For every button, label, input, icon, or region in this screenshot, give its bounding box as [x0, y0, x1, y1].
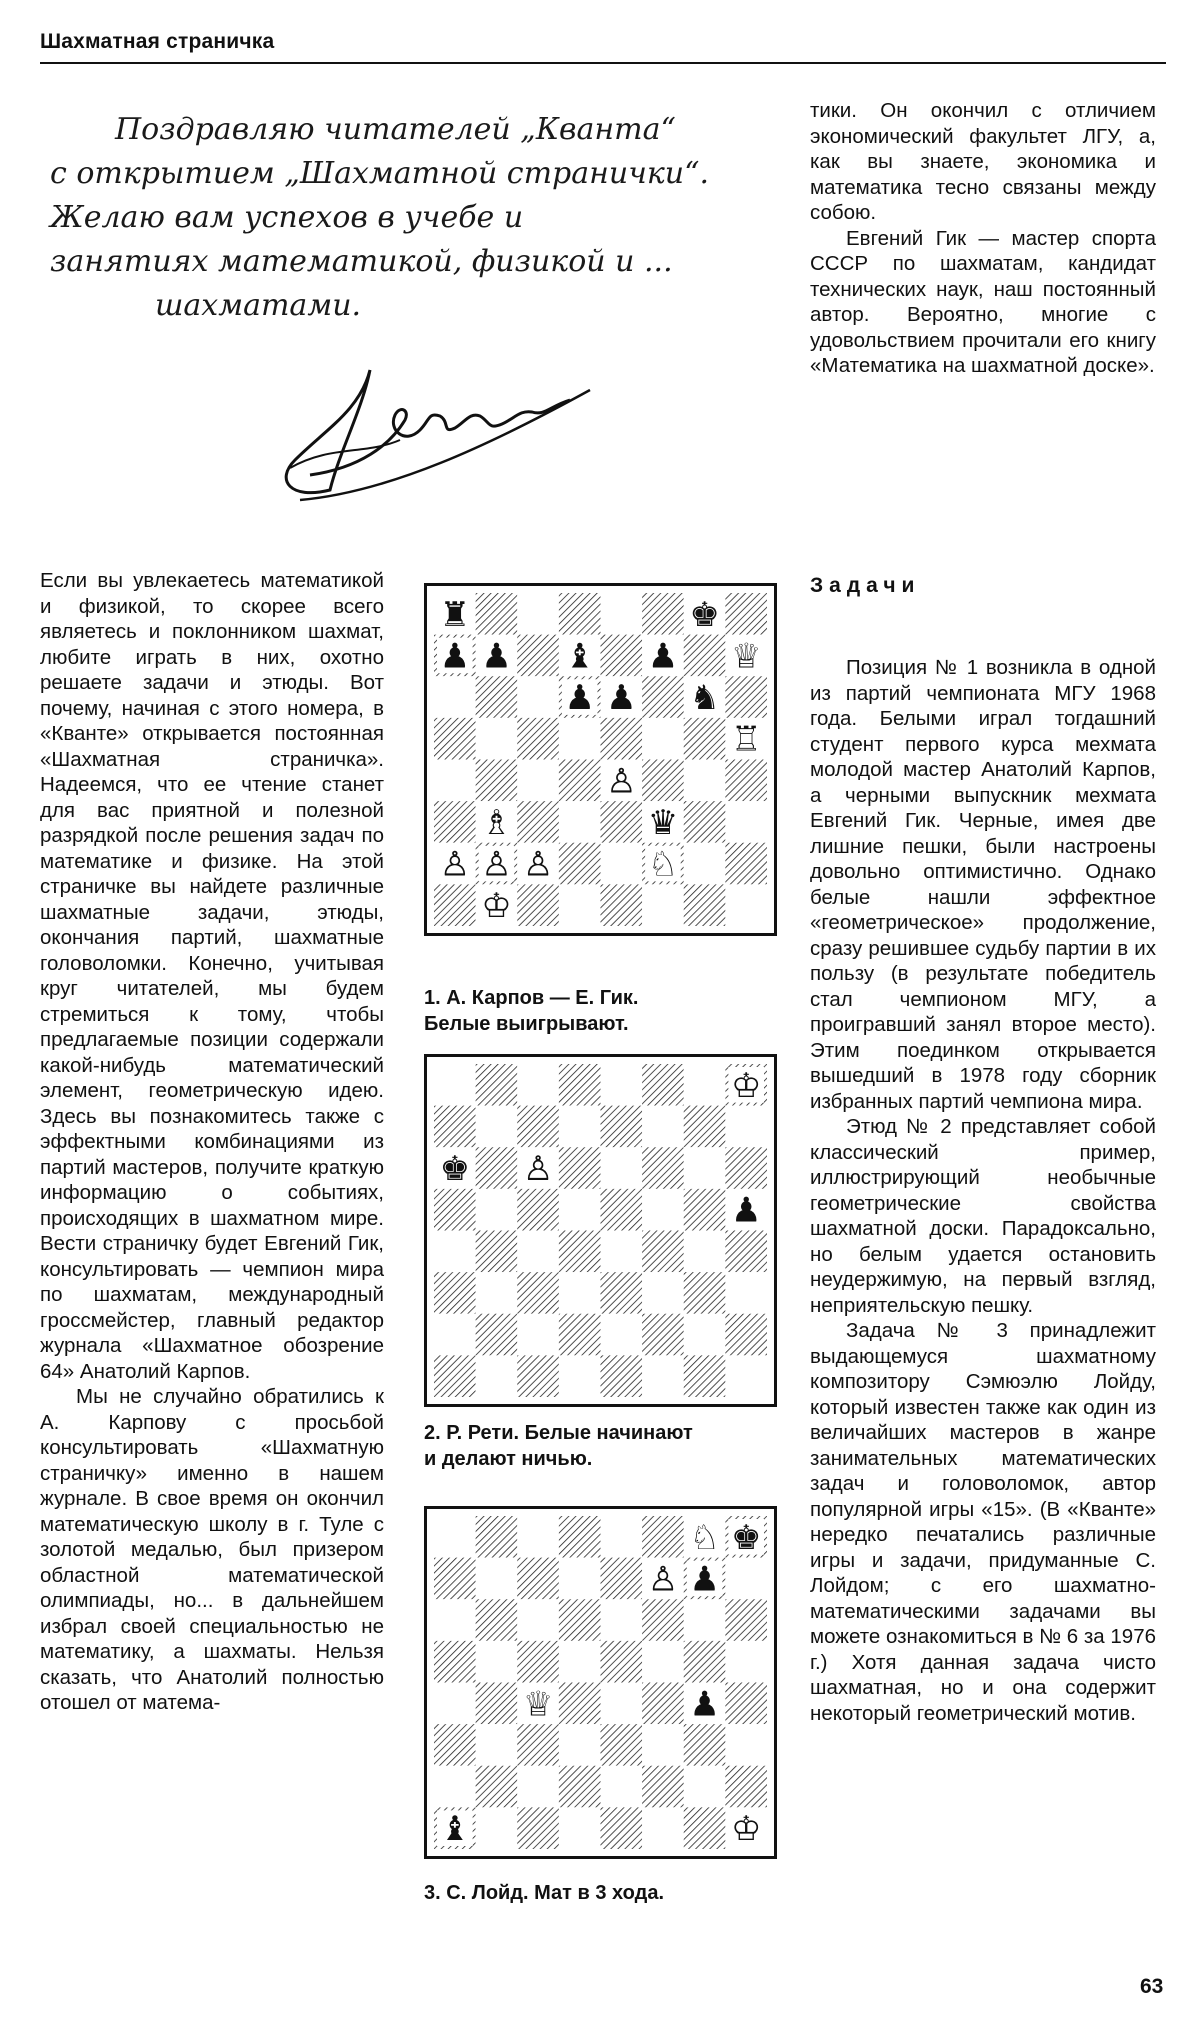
chess-piece-g8: ♚: [689, 594, 720, 635]
light-square: [642, 1106, 684, 1148]
light-square: [601, 1231, 643, 1273]
light-square: [476, 1272, 518, 1314]
dark-square: [434, 1189, 476, 1231]
dark-square: [517, 884, 559, 926]
light-square: [684, 760, 726, 802]
dark-square: [725, 593, 767, 635]
light-square: [642, 1724, 684, 1766]
light-square: [434, 1064, 476, 1106]
light-square: [517, 676, 559, 718]
light-square: [725, 801, 767, 843]
chess-piece-a2: ♙: [439, 844, 471, 885]
chess-piece-g6: ♞: [689, 678, 720, 719]
light-square: [601, 1683, 643, 1725]
light-square: [517, 1599, 559, 1641]
light-square: [434, 760, 476, 802]
light-square: [642, 718, 684, 760]
light-square: [434, 1516, 476, 1558]
caption-line: 2. Р. Рети. Белые начинают: [424, 1422, 693, 1444]
light-square: [517, 1314, 559, 1356]
dark-square: [642, 1147, 684, 1189]
dark-square: [517, 1189, 559, 1231]
dark-square: [684, 1106, 726, 1148]
dark-square: [559, 843, 601, 885]
chess-piece-h8: ♔: [730, 1065, 762, 1106]
dark-square: [476, 1147, 518, 1189]
dark-square: [684, 1189, 726, 1231]
paragraph: Евгений Гик — мастер спорта СССР по шахматам, кандидат технических наук, наш постоянный автор. Вероятно, многие с удовольствием прочитали его книгу «Математика на шахматной доске».: [810, 226, 1156, 377]
light-square: [725, 1641, 767, 1683]
light-square: [517, 1516, 559, 1558]
light-square: [559, 1106, 601, 1148]
dark-square: [476, 1516, 518, 1558]
light-square: [642, 1272, 684, 1314]
light-square: [434, 1231, 476, 1273]
light-square: [559, 801, 601, 843]
light-square: [684, 1599, 726, 1641]
paragraph: тики. Он окончил с отличием экономический факультет ЛГУ, а, как вы знаете, экономика и математика тесно связаны между собою.: [810, 99, 1156, 224]
dark-square: [434, 1641, 476, 1683]
chess-piece-b2: ♙: [481, 844, 512, 885]
chess-piece-a8: ♜: [439, 594, 471, 635]
chess-piece-b7: ♟: [481, 636, 512, 677]
dark-square: [517, 1355, 559, 1397]
dark-square: [642, 676, 684, 718]
section-title: Шахматная страничка: [40, 30, 275, 53]
dark-square: [725, 1683, 767, 1725]
dark-square: [434, 1272, 476, 1314]
greeting-line: шахматами.: [155, 288, 362, 323]
chess-piece-h5: ♟: [730, 1190, 762, 1231]
caption-line: и делают ничью.: [424, 1448, 593, 1470]
dark-square: [601, 1272, 643, 1314]
chess-piece-d6: ♟: [564, 678, 595, 719]
chess-piece-g7: ♟: [689, 1559, 720, 1600]
dark-square: [559, 1231, 601, 1273]
dark-square: [517, 1558, 559, 1600]
light-square: [476, 1641, 518, 1683]
dark-square: [725, 1314, 767, 1356]
dark-square: [476, 1231, 518, 1273]
light-square: [642, 1355, 684, 1397]
light-square: [642, 884, 684, 926]
dark-square: [559, 1766, 601, 1808]
chess-piece-b1: ♔: [481, 886, 512, 926]
chess-piece-h7: ♕: [730, 636, 762, 677]
chess-piece-f2: ♘: [647, 844, 679, 885]
light-square: [601, 1314, 643, 1356]
dark-square: [642, 1064, 684, 1106]
paragraph: Этюд № 2 представляет собой классический пример, иллюстрирующий необычные геометрические свойства шахматной доски. Парадоксально, но белым удается остановить неудержимую, на первый взгляд, неприятельскую пешку.: [810, 1115, 1156, 1317]
light-square: [559, 1641, 601, 1683]
problems-heading: Задачи: [810, 574, 921, 597]
handwritten-greeting: [50, 108, 795, 328]
light-square: [517, 760, 559, 802]
dark-square: [684, 1807, 726, 1849]
paragraph: Если вы увлекаетесь математикой и физикой, то скорее всего являетесь и поклонником шахмат, любите играть в них, охотно решаете задачи и этюды. Вот почему, начиная с этого номера, в «Кванте» открывается постоянная «Шахматная страничка». Надеемся, что ее чтение станет для вас приятной и полезной разрядкой после решения задач по математике и физике. На этой страничке вы найдете различные шахматные задачи, этюды, окончания партий, шахматные головоломки. Конечно, учитывая круг читателей, мы будем стремиться к тому, чтобы предлагаемые позиции содержали какой-нибудь математический элемент, геометрическую идею. Здесь вы познакомитесь также с эффектными комбинациями из партий мастеров, получите краткую информацию о событиях, происходящих в шахматном мире. Вести страничку будет Евгений Гик, консультировать — чемпион мира по шахматам, международный гроссмейстер, главный редактор журнала «Шахматное обозрение 64» Анатолий Карпов.: [40, 569, 384, 1383]
dark-square: [434, 718, 476, 760]
dark-square: [434, 1558, 476, 1600]
dark-square: [601, 801, 643, 843]
dark-square: [517, 635, 559, 677]
dark-square: [476, 1064, 518, 1106]
dark-square: [434, 1106, 476, 1148]
light-square: [601, 593, 643, 635]
diagram-2-caption: [424, 1420, 784, 1472]
light-square: [434, 676, 476, 718]
dark-square: [517, 1807, 559, 1849]
dark-square: [642, 593, 684, 635]
light-square: [601, 843, 643, 885]
light-square: [684, 1064, 726, 1106]
dark-square: [684, 884, 726, 926]
paragraph: Задача № 3 принадлежит выдающемуся шахматному композитору Сэмюэлю Лойду, который известен также как один из величайших мастеров в жанре занимательных математических задач и головоломок, автор популярной игры «15». (В «Кванте» нередко печатались различные игры и задачи, придуманные С. Лойдом; с его шахматно-математическими задачами вы можете ознакомиться в № 6 за 1976 г.) Хотя данная задача чисто шахматная, но и она содержит некоторый геометрический мотив.: [810, 1319, 1156, 1725]
dark-square: [559, 1314, 601, 1356]
dark-square: [725, 676, 767, 718]
light-square: [434, 1683, 476, 1725]
chess-piece-f7: ♟: [647, 636, 679, 677]
chess-diagram-1: [424, 583, 777, 936]
chess-piece-h8: ♚: [730, 1517, 762, 1558]
light-square: [434, 1314, 476, 1356]
chess-piece-h5: ♖: [730, 719, 762, 760]
dark-square: [517, 801, 559, 843]
dark-square: [684, 1724, 726, 1766]
light-square: [476, 1724, 518, 1766]
dark-square: [642, 1314, 684, 1356]
light-square: [434, 1766, 476, 1808]
light-square: [517, 1064, 559, 1106]
dark-square: [559, 593, 601, 635]
page-number: 63: [1140, 1975, 1164, 1998]
dark-square: [725, 1147, 767, 1189]
dark-square: [725, 1231, 767, 1273]
dark-square: [434, 884, 476, 926]
karpov-signature: [270, 350, 600, 510]
dark-square: [601, 1189, 643, 1231]
light-square: [601, 1064, 643, 1106]
dark-square: [684, 1272, 726, 1314]
intro-article: [40, 568, 384, 1716]
chess-piece-c6: ♙: [522, 1149, 554, 1190]
chess-piece-c4: ♕: [522, 1684, 554, 1725]
chessboard: [434, 593, 767, 926]
chessboard: [434, 1516, 767, 1849]
chess-piece-a1: ♝: [439, 1809, 471, 1849]
dark-square: [601, 1558, 643, 1600]
chess-piece-g8: ♘: [689, 1517, 720, 1558]
dark-square: [434, 801, 476, 843]
dark-square: [517, 718, 559, 760]
dark-square: [601, 1641, 643, 1683]
chess-piece-b3: ♗: [481, 802, 512, 843]
light-square: [559, 1189, 601, 1231]
chess-piece-e4: ♙: [606, 761, 637, 802]
diagram-1-caption: [424, 985, 784, 1037]
dark-square: [476, 593, 518, 635]
dark-square: [476, 1314, 518, 1356]
caption-line: 1. А. Карпов — Е. Гик.: [424, 987, 639, 1009]
light-square: [725, 884, 767, 926]
dark-square: [476, 1683, 518, 1725]
dark-square: [725, 1599, 767, 1641]
light-square: [559, 1807, 601, 1849]
caption-line: Белые выигрывают.: [424, 1013, 629, 1035]
greeting-line: Поздравляю читателей „Кванта“: [115, 112, 676, 147]
dark-square: [642, 1599, 684, 1641]
dark-square: [684, 635, 726, 677]
chess-piece-f7: ♙: [647, 1559, 679, 1600]
chess-piece-a6: ♚: [439, 1149, 471, 1190]
light-square: [725, 1558, 767, 1600]
paragraph: Позиция № 1 возникла в одной из партий чемпионата МГУ 1968 года. Белыми играл тогдашний студент первого курса мехмата молодой мастер Анатолий Карпов, а черными выпускник мехмата Евгений Гик. Черные, имея две лишние пешки, были настроены довольно оптимистично. Однако белые нашли эффектное «геометрическое» продолжение, сразу решившее судьбу партии в их пользу (в результате победитель стал чемпионом МГУ, а проигравший занял второе место). Этим поединком открывается вышедший в 1978 году сборник избранных партий чемпиона мира.: [810, 656, 1156, 1113]
light-square: [725, 1724, 767, 1766]
chessboard: [434, 1064, 767, 1397]
light-square: [517, 593, 559, 635]
light-square: [684, 1147, 726, 1189]
dark-square: [725, 843, 767, 885]
dark-square: [642, 1683, 684, 1725]
light-square: [559, 1272, 601, 1314]
light-square: [476, 718, 518, 760]
dark-square: [559, 1147, 601, 1189]
greeting-line: Желаю вам успехов в учебе и: [50, 200, 524, 235]
dark-square: [601, 1355, 643, 1397]
chess-diagram-2: [424, 1054, 777, 1407]
dark-square: [725, 1766, 767, 1808]
header-rule: [40, 62, 1166, 64]
dark-square: [642, 1766, 684, 1808]
dark-square: [517, 1724, 559, 1766]
greeting-line: с открытием „Шахматной странички“.: [50, 156, 709, 191]
chess-piece-a7: ♟: [439, 636, 471, 677]
dark-square: [684, 1355, 726, 1397]
dark-square: [559, 760, 601, 802]
dark-square: [684, 718, 726, 760]
dark-square: [601, 1807, 643, 1849]
light-square: [601, 1599, 643, 1641]
dark-square: [684, 1641, 726, 1683]
dark-square: [559, 1516, 601, 1558]
light-square: [725, 1355, 767, 1397]
light-square: [517, 1231, 559, 1273]
dark-square: [601, 1106, 643, 1148]
dark-square: [642, 1231, 684, 1273]
chess-piece-d7: ♝: [564, 636, 595, 677]
light-square: [476, 1355, 518, 1397]
diagram-3-caption: [424, 1880, 784, 1906]
paragraph: Мы не случайно обратились к А. Карпову с просьбой консультировать «Шахматную страничку» именно в нашем журнале. В свое время он окончил математическую школу в г. Туле с золотой медалью, был призером областной математической олимпиады, но... в дальнейшем избрал своей специальностью не математику, а шахматы. Нельзя сказать, что Анатолий полностью отошел от матема-: [40, 1385, 384, 1714]
light-square: [476, 1106, 518, 1148]
light-square: [684, 1231, 726, 1273]
dark-square: [476, 1766, 518, 1808]
dark-square: [517, 1272, 559, 1314]
intro-continuation: [810, 98, 1156, 379]
light-square: [559, 718, 601, 760]
light-square: [476, 1807, 518, 1849]
chess-piece-e6: ♟: [606, 678, 637, 719]
light-square: [476, 1558, 518, 1600]
greeting-line: занятиях математикой, физикой и ...: [50, 244, 673, 279]
light-square: [517, 1766, 559, 1808]
dark-square: [476, 1599, 518, 1641]
light-square: [725, 1106, 767, 1148]
light-square: [684, 1766, 726, 1808]
dark-square: [601, 635, 643, 677]
dark-square: [476, 676, 518, 718]
dark-square: [434, 1724, 476, 1766]
chess-piece-g4: ♟: [689, 1684, 720, 1725]
light-square: [476, 1189, 518, 1231]
dark-square: [559, 1599, 601, 1641]
light-square: [559, 884, 601, 926]
dark-square: [642, 1516, 684, 1558]
chess-piece-h1: ♔: [730, 1809, 762, 1849]
dark-square: [601, 884, 643, 926]
light-square: [642, 1189, 684, 1231]
dark-square: [601, 718, 643, 760]
dark-square: [517, 1106, 559, 1148]
dark-square: [642, 760, 684, 802]
light-square: [642, 1641, 684, 1683]
light-square: [642, 1807, 684, 1849]
dark-square: [434, 1355, 476, 1397]
dark-square: [476, 760, 518, 802]
light-square: [601, 1766, 643, 1808]
chess-piece-f3: ♛: [647, 802, 679, 843]
light-square: [725, 1272, 767, 1314]
dark-square: [725, 760, 767, 802]
dark-square: [559, 1064, 601, 1106]
light-square: [559, 1724, 601, 1766]
dark-square: [601, 1724, 643, 1766]
light-square: [559, 1558, 601, 1600]
dark-square: [559, 1683, 601, 1725]
light-square: [559, 1355, 601, 1397]
dark-square: [517, 1641, 559, 1683]
light-square: [601, 1147, 643, 1189]
light-square: [684, 1314, 726, 1356]
caption-line: 3. С. Лойд. Мат в 3 хода.: [424, 1882, 665, 1904]
light-square: [434, 1599, 476, 1641]
dark-square: [684, 801, 726, 843]
problems-text: [810, 655, 1156, 1726]
chess-piece-c2: ♙: [522, 844, 554, 885]
light-square: [601, 1516, 643, 1558]
chess-diagram-3: [424, 1506, 777, 1859]
light-square: [684, 843, 726, 885]
